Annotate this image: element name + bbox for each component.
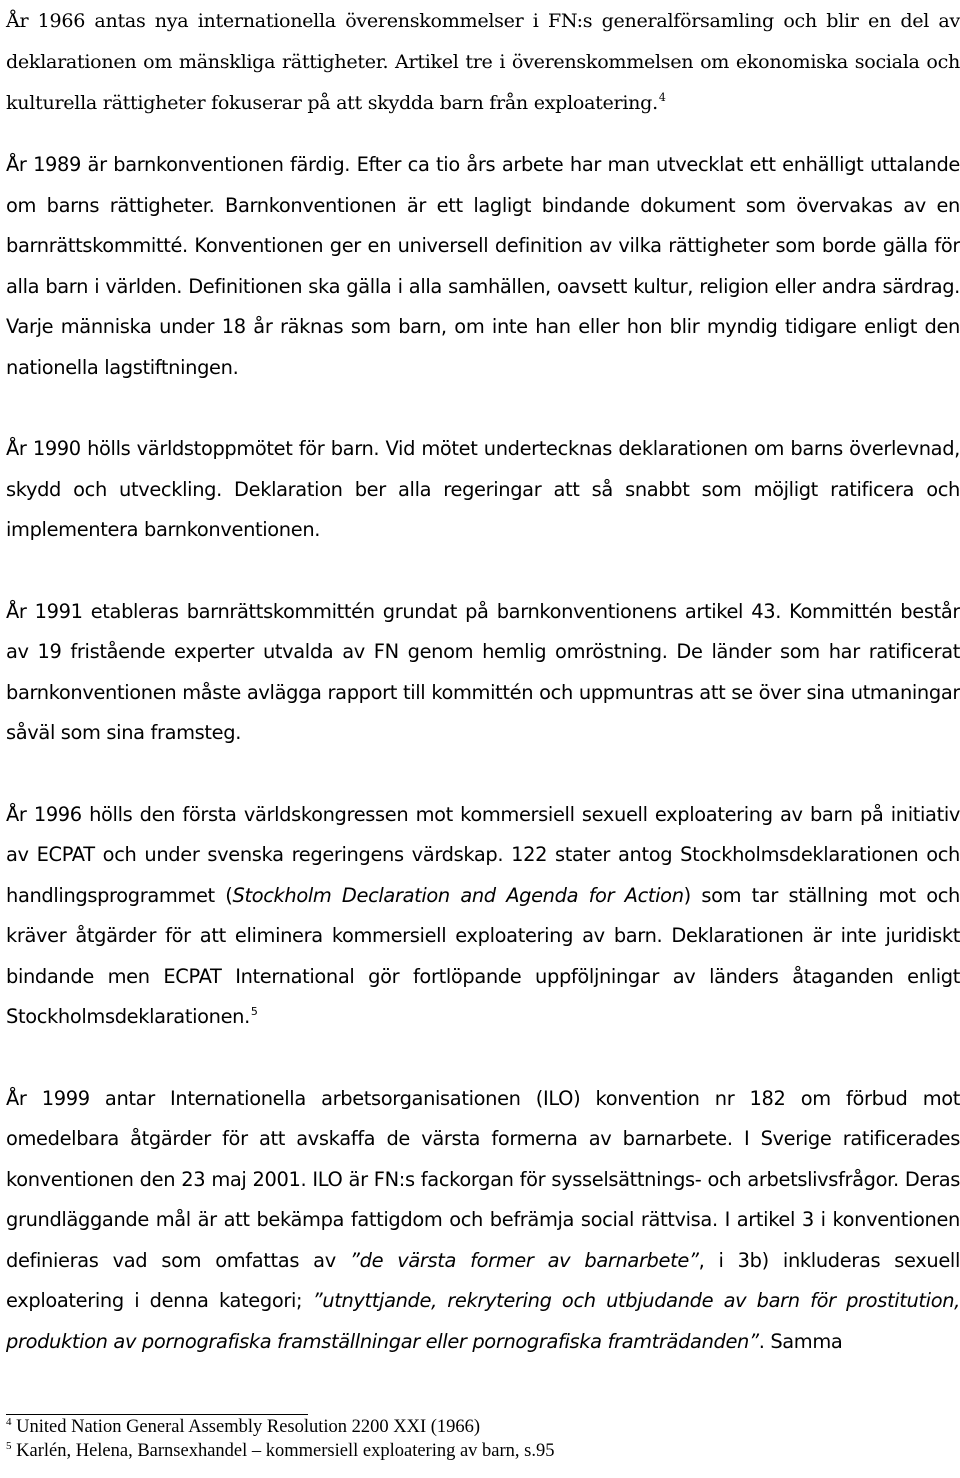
- paragraph-text: ) som tar ställning mot och kräver åtgärder för att eliminera kommersiell exploatering av barn. Deklarationen är inte juridiskt bindande men ECPAT International gör fortlöpande uppföljningar av länders åtaganden enligt Stockholmsdeklarationen.: [6, 883, 960, 1028]
- document-page: [6, 0, 960, 1403]
- footnote-number: 5: [6, 1440, 12, 1452]
- footnote-5: [6, 1439, 960, 1463]
- footnote-text: United Nation General Assembly Resolution 2200 XXI (1966): [16, 1417, 481, 1437]
- paragraph-text: År 1990 hölls världstoppmötet för barn. Vid mötet undertecknas deklarationen om barns överlevnad, skydd och utveckling. Deklaration ber alla regeringar att så snabbt som möjligt ratificera och implementera barnkonventionen.: [6, 437, 960, 541]
- footnote-4: [6, 1415, 960, 1439]
- paragraph-text: . Samma: [758, 1329, 843, 1353]
- footnote-text: Karlén, Helena, Barnsexhandel – kommersiell exploatering av barn, s.95: [16, 1441, 555, 1461]
- footnotes-section: [6, 1414, 960, 1463]
- italic-quote: ”utnyttjande, rekrytering och utbjudande av barn för prostitution, produktion av pornografiska framställningar eller pornografiska framträdanden”: [6, 1289, 960, 1353]
- italic-quote: ”de värsta former av barnarbete”: [349, 1248, 699, 1272]
- paragraph-1989: [6, 145, 960, 388]
- paragraph-text: År 1991 etableras barnrättskommittén grundat på barnkonventionens artikel 43. Kommittén består av 19 fristående experter utvalda av FN genom hemlig omröstning. De länder som har ratificerat barnkonventionen måste avlägga rapport till kommittén och uppmuntras att se över sina utmaningar såväl som sina framsteg.: [6, 599, 960, 744]
- paragraph-1990: [6, 429, 960, 551]
- paragraph-1991: [6, 592, 960, 754]
- footnote-number: 4: [6, 1416, 12, 1428]
- paragraph-text: År 1999 antar Internationella arbetsorganisationen (ILO) konvention nr 182 om förbud mot omedelbara åtgärder för att avskaffa de värsta formerna av barnarbete. I Sverige ratificerades konventionen den 23 maj 2001. ILO är FN:s fackorgan för sysselsättnings- och arbetslivsfrågor. Deras grundläggande mål är att bekämpa fattigdom och befrämja social rättvisa. I artikel 3 i konventionen definieras vad som omfattas av: [6, 1086, 960, 1272]
- paragraph-1996: [6, 795, 960, 1038]
- footnote-reference[interactable]: 5: [250, 1005, 258, 1018]
- paragraph-text: År 1966 antas nya internationella överenskommelser i FN:s generalförsamling och blir en del av deklarationen om mänskliga rättigheter. Artikel tre i överenskommelsen om ekonomiska sociala och kulturella rättigheter fokuserar på att skydda barn från exploatering.: [6, 9, 960, 114]
- paragraph-text: År 1989 är barnkonventionen färdig. Efter ca tio års arbete har man utvecklat ett enhälligt uttalande om barns rättigheter. Barnkonventionen är ett lagligt bindande dokument som övervakas av en barnrättskommitté. Konventionen ger en universell definition av vilka rättigheter som borde gälla för alla barn i världen. Definitionen ska gälla i alla samhällen, oavsett kultur, religion eller andra särdrag. Varje människa under 18 år räknas som barn, om inte han eller hon blir myndig tidigare enligt den nationella lagstiftningen.: [6, 153, 960, 379]
- italic-title: Stockholm Declaration and Agenda for Action: [232, 883, 684, 907]
- paragraph-text: År 1996 hölls den första världskongressen mot kommersiell sexuell exploatering av barn på initiativ av ECPAT och under svenska regeringens värdskap. 122 stater antog Stockholmsdeklarationen och handlingsprogrammet (: [6, 802, 960, 907]
- paragraph-1966: [6, 0, 960, 123]
- footnote-reference[interactable]: 4: [658, 91, 666, 104]
- paragraph-1999: [6, 1079, 960, 1363]
- paragraph-text: , i 3b) inkluderas sexuell exploatering i denna kategori;: [6, 1248, 960, 1312]
